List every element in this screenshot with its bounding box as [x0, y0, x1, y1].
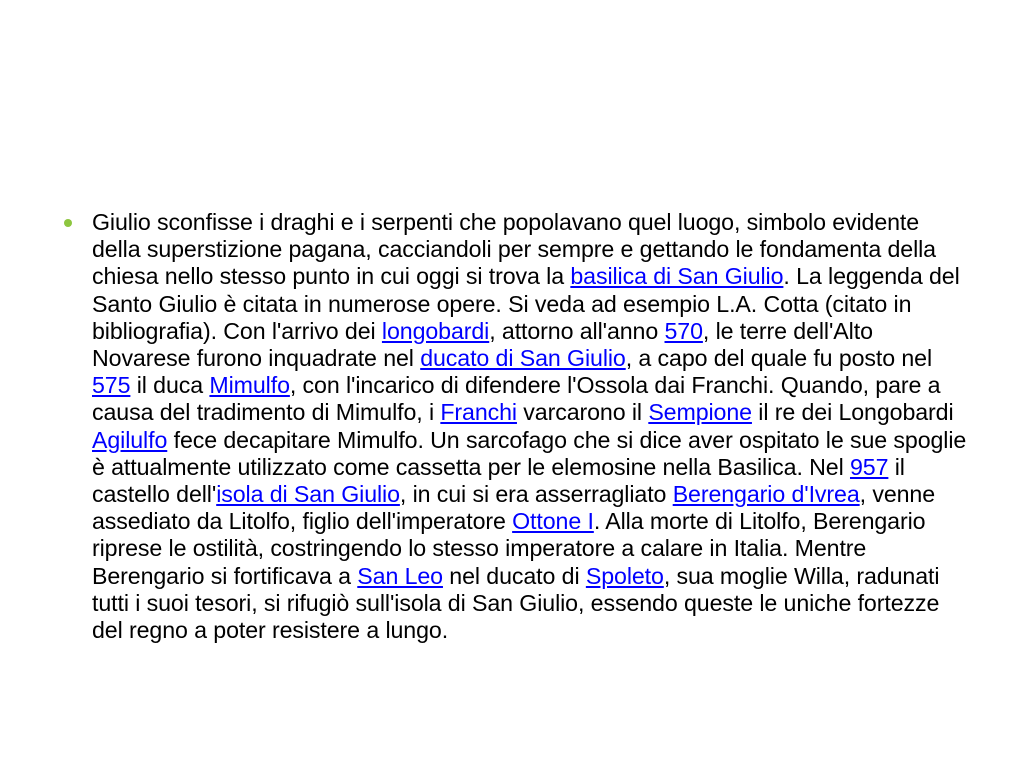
paragraph-text [92, 209, 966, 643]
text-segment: , le terre dell'Alto Novarese furono inquadrate nel [92, 317, 873, 372]
text-segment: . La leggenda del Santo Giulio è citata in numerose opere. Si veda ad esempio L.A. Cotta (citato in bibliografia). Con l'arrivo dei [92, 263, 960, 344]
link-san-leo[interactable]: San Leo [357, 562, 443, 589]
text-segment: il duca [130, 372, 210, 399]
text-segment: , sua moglie Willa, radunati tutti i suoi tesori, si rifugiò sull'isola di San Giulio, essendo queste le uniche fortezze del regno a poter resistere a lungo. [92, 562, 940, 644]
text-segment: , in cui si era asserragliato [399, 481, 673, 508]
link-mimulfo[interactable]: Mimulfo [209, 372, 290, 399]
link-570[interactable]: 570 [664, 317, 703, 344]
text-segment: . Alla morte di Litolfo, Berengario riprese le ostilità, costringendo lo stesso imperatore a calare in Italia. Mentre Berengario si fortificava a [92, 508, 926, 589]
link-575[interactable]: 575 [92, 372, 131, 399]
link-longobardi[interactable]: longobardi [381, 317, 490, 344]
bullet-dot-icon [64, 219, 72, 227]
text-segment: varcarono il [516, 399, 649, 426]
link-ottone-i[interactable]: Ottone I [512, 508, 594, 535]
text-segment: , attorno all'anno [489, 317, 665, 344]
link-basilica-di-san-giulio[interactable]: basilica di San Giulio [570, 263, 784, 290]
link-ducato-di-san-giulio[interactable]: ducato di San Giulio [420, 345, 626, 372]
text-segment: Giulio sconfisse i draghi e i serpenti che popolavano quel luogo, simbolo evidente della superstizione pagana, cacciandoli per sempre e gettando le fondamenta della chiesa nello stesso punto in cui oggi si trova la [92, 209, 936, 290]
link-spoleto[interactable]: Spoleto [585, 562, 664, 589]
link-957[interactable]: 957 [849, 453, 889, 480]
bullet-list [62, 209, 972, 644]
text-segment: fece decapitare Mimulfo. Un sarcofago che si dice aver ospitato le sue spoglie è attualmente utilizzato come cassetta per le elemosine nella Basilica. Nel [92, 426, 967, 480]
link-isola-di-san-giulio[interactable]: isola di San Giulio [216, 481, 400, 508]
text-segment: , venne assediato da Litolfo, figlio dell'imperatore [92, 481, 936, 535]
link-berengario-divrea[interactable]: Berengario d'Ivrea [672, 481, 860, 508]
link-agilulfo[interactable]: Agilulfo [92, 426, 168, 453]
text-segment: , a capo del quale fu posto nel [625, 345, 933, 372]
bullet-item [62, 209, 972, 644]
link-sempione[interactable]: Sempione [648, 399, 752, 426]
text-segment: nel ducato di [442, 562, 586, 589]
text-segment: il re dei Longobardi [751, 399, 954, 426]
text-segment: , con l'incarico di difendere l'Ossola dai Franchi. Quando, pare a causa del tradimento di Mimulfo, i [92, 372, 941, 426]
link-franchi[interactable]: Franchi [440, 399, 517, 426]
text-segment: il castello dell' [92, 453, 905, 508]
